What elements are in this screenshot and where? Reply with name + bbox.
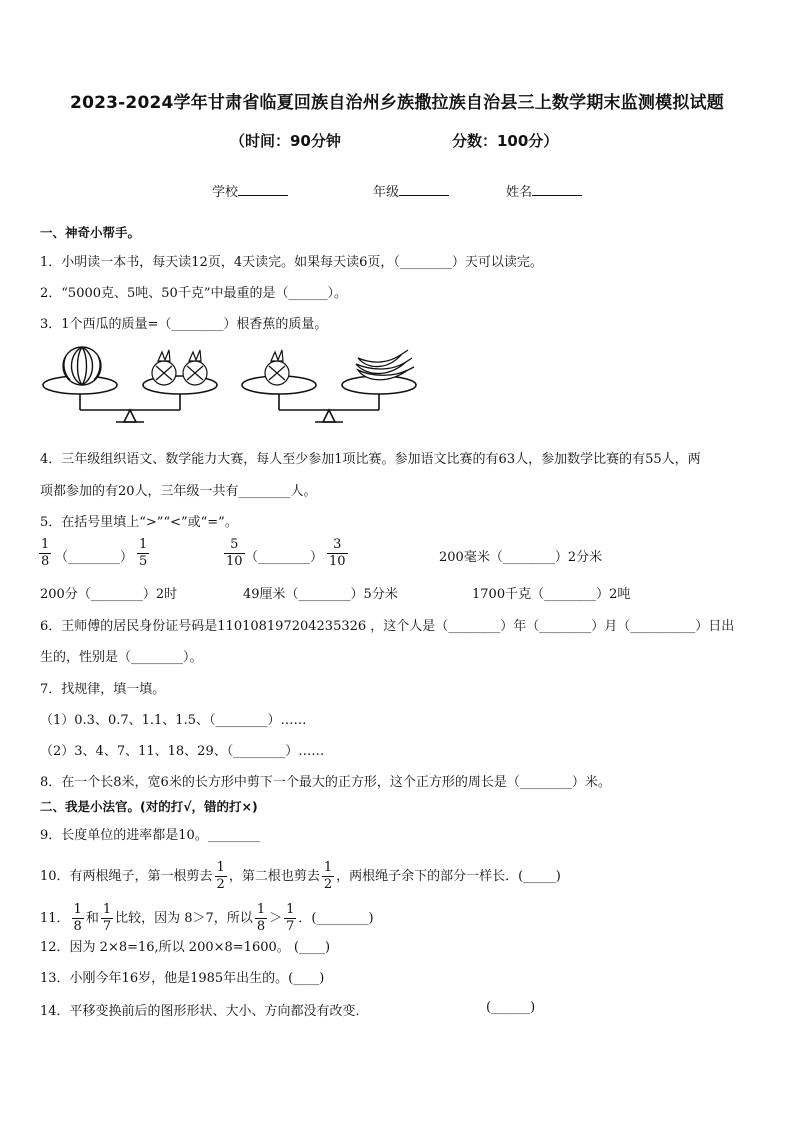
- fraction-1-7: $\frac{1}{7}$: [102, 902, 112, 934]
- compare-blank-1[interactable]: （________）: [55, 550, 134, 565]
- question-1: 1．小明读一本书，每天读12页，4天读完。如果每天读6页，（________）天可以读完。: [40, 255, 543, 270]
- question-7-1: （1）0.3、0.7、1.1、1.5、（________）……: [40, 713, 307, 728]
- question-10: 10．有两根绳子，第一根剪去 $\frac{1}{2}$ ，第二根也剪去 $\frac{1}{2}$ ，两根绳子余下的部分一样长．(_____): [40, 860, 561, 892]
- question-14-answer-blank[interactable]: (______): [486, 1000, 536, 1015]
- fraction-1-5: $\frac{1}{5}$: [139, 537, 148, 569]
- fraction-1-7: $\frac{1}{7}$: [286, 902, 295, 934]
- school-label: 学校: [212, 185, 239, 200]
- page-title: 2023-2024学年甘肃省临夏回族自治州乡族撒拉族自治县三上数学期末监测模拟试题: [70, 93, 724, 113]
- compare-min-hour: 200分（________）2时: [40, 587, 178, 602]
- fraction-1-2: $\frac{1}{2}$: [323, 860, 333, 892]
- compare-kg-ton: 1700千克（________）2吨: [472, 587, 631, 602]
- banana-icon: [356, 350, 414, 380]
- name-blank[interactable]: [532, 181, 582, 196]
- section-1-title: 一、神奇小帮手。: [40, 225, 141, 240]
- question-5: 5．在括号里填上“>”“<”或“=”。: [40, 515, 238, 530]
- fraction-1-8: $\frac{1}{8}$: [41, 537, 50, 569]
- question-12: 12．因为 2×8=16,所以 200×8=1600。 (____): [40, 940, 331, 955]
- question-2: 2．“5000克、5吨、50千克”中最重的是（______）。: [40, 286, 347, 301]
- question-7-2: （2）3、4、7、11、18、29、（________）……: [40, 744, 325, 759]
- question-9: 9．长度单位的进率都是10。________: [40, 828, 260, 843]
- question-13: 13．小刚今年16岁，他是1985年出生的。(____): [40, 971, 325, 986]
- section-2-title: 二、我是小法官。(对的打√，错的打×): [40, 799, 258, 814]
- question-4-line-2: 项都参加的有20人，三年级一共有________人。: [40, 484, 317, 499]
- question-6-line-1: 6．王师傅的居民身份证号码是110108197204235326 ，这个人是（________）年（________）月（__________）日出: [40, 619, 735, 634]
- question-14: 14．平移变换前后的图形形状、大小、方向都没有改变．: [40, 1004, 369, 1019]
- name-label: 姓名: [506, 185, 533, 200]
- exam-score: 分数：100分）: [452, 132, 559, 150]
- exam-time: （时间：90分钟: [230, 132, 341, 150]
- grade-label: 年级: [373, 185, 400, 200]
- pineapple-icon: [265, 350, 289, 385]
- compare-blank-2[interactable]: （________）: [245, 550, 324, 565]
- question-7: 7．找规律，填一填。: [40, 682, 166, 697]
- question-3: 3．1个西瓜的质量=（________）根香蕉的质量。: [40, 317, 328, 332]
- watermelon-icon: [63, 347, 101, 385]
- name-field[interactable]: [506, 181, 582, 200]
- school-field[interactable]: [212, 181, 288, 200]
- balance-scales-illustration: [36, 340, 426, 430]
- fraction-1-8: $\frac{1}{8}$: [256, 902, 266, 934]
- fraction-3-10: $\frac{3}{10}$: [329, 537, 346, 569]
- school-blank[interactable]: [238, 181, 288, 196]
- grade-blank[interactable]: [399, 181, 449, 196]
- question-11: 11． $\frac{1}{8}$ 和 $\frac{1}{7}$ 比较，因为 8＞7，所以 $\frac{1}{8}$ ＞ $\frac{1}{7}$ ．(________): [40, 902, 374, 934]
- question-6-line-2: 生的，性别是（________）。: [40, 650, 203, 665]
- compare-cm-dm: 49厘米（________）5分米: [243, 587, 398, 602]
- fraction-1-8: $\frac{1}{8}$: [73, 902, 82, 934]
- compare-mm-dm: 200毫米（________）2分米: [439, 550, 603, 565]
- fraction-1-2: $\frac{1}{2}$: [216, 860, 225, 892]
- question-4-line-1: 4．三年级组织语文、数学能力大赛，每人至少参加1项比赛。参加语文比赛的有63人，参加数学比赛的有55人，两: [40, 452, 701, 467]
- fraction-5-10: $\frac{5}{10}$: [226, 537, 243, 569]
- grade-field[interactable]: [373, 181, 449, 200]
- scale-right: [242, 376, 416, 422]
- question-8: 8．在一个长8米，宽6米的长方形中剪下一个最大的正方形，这个正方形的周长是（________）米。: [40, 775, 611, 790]
